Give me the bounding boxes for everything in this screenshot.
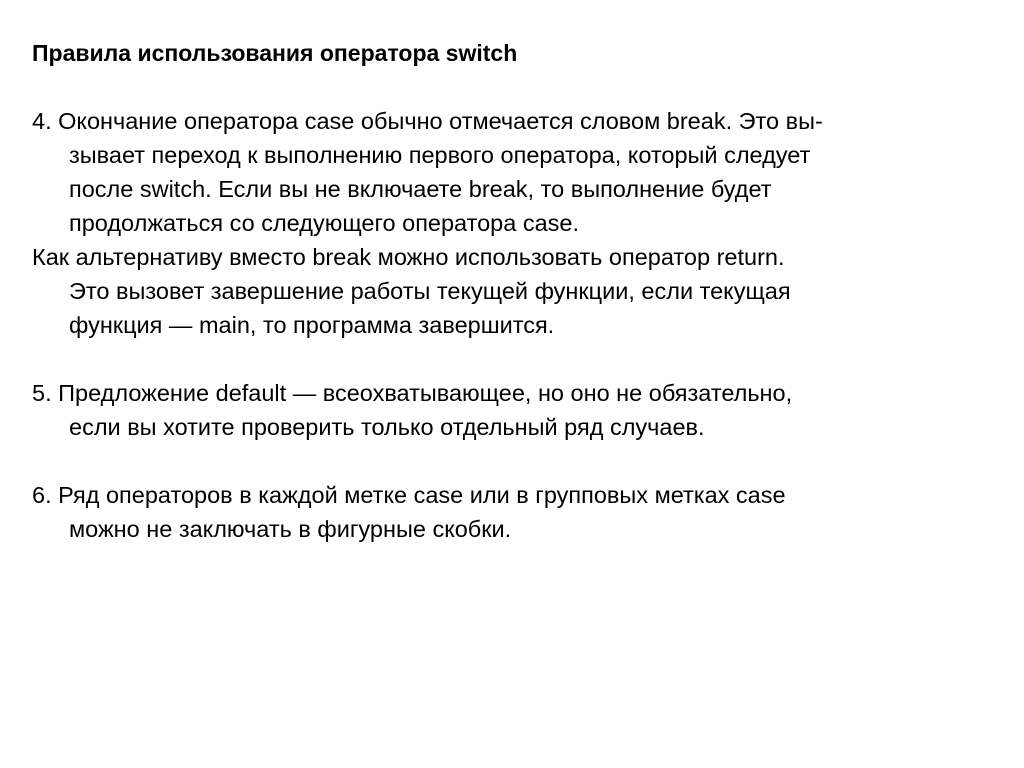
- text-line: 5. Предложение default — всеохватывающее, но оно не обязательно,: [32, 380, 793, 406]
- text-line: после switch. Если вы не включаете break, то выполнение будет: [69, 176, 772, 202]
- slide-body: [32, 104, 1002, 546]
- text-line: можно не заключать в фигурные скобки.: [69, 516, 512, 542]
- text-line: функция — main, то программа завершится.: [69, 312, 555, 338]
- text-line: 6. Ряд операторов в каждой метке case или в групповых метках case: [32, 482, 786, 508]
- paragraph-spacer: [32, 444, 1002, 478]
- text-line: если вы хотите проверить только отдельный ряд случаев.: [69, 414, 705, 440]
- text-line: зывает переход к выполнению первого оператора, который следует: [69, 142, 811, 168]
- text-line: 4. Окончание оператора case обычно отмечается словом break. Это вы-: [32, 108, 823, 134]
- paragraph-rule-5: [32, 376, 1002, 444]
- slide-title: Правила использования оператора switch: [32, 40, 518, 66]
- paragraph-rule-6: [32, 478, 1002, 546]
- text-line: продолжаться со следующего оператора case.: [69, 210, 580, 236]
- text-line: Как альтернативу вместо break можно использовать оператор return.: [32, 244, 785, 270]
- paragraph-return-alternative: [32, 240, 1002, 342]
- paragraph-spacer: [32, 342, 1002, 376]
- text-line: Это вызовет завершение работы текущей функции, если текущая: [69, 278, 791, 304]
- paragraph-rule-4: [32, 104, 1002, 240]
